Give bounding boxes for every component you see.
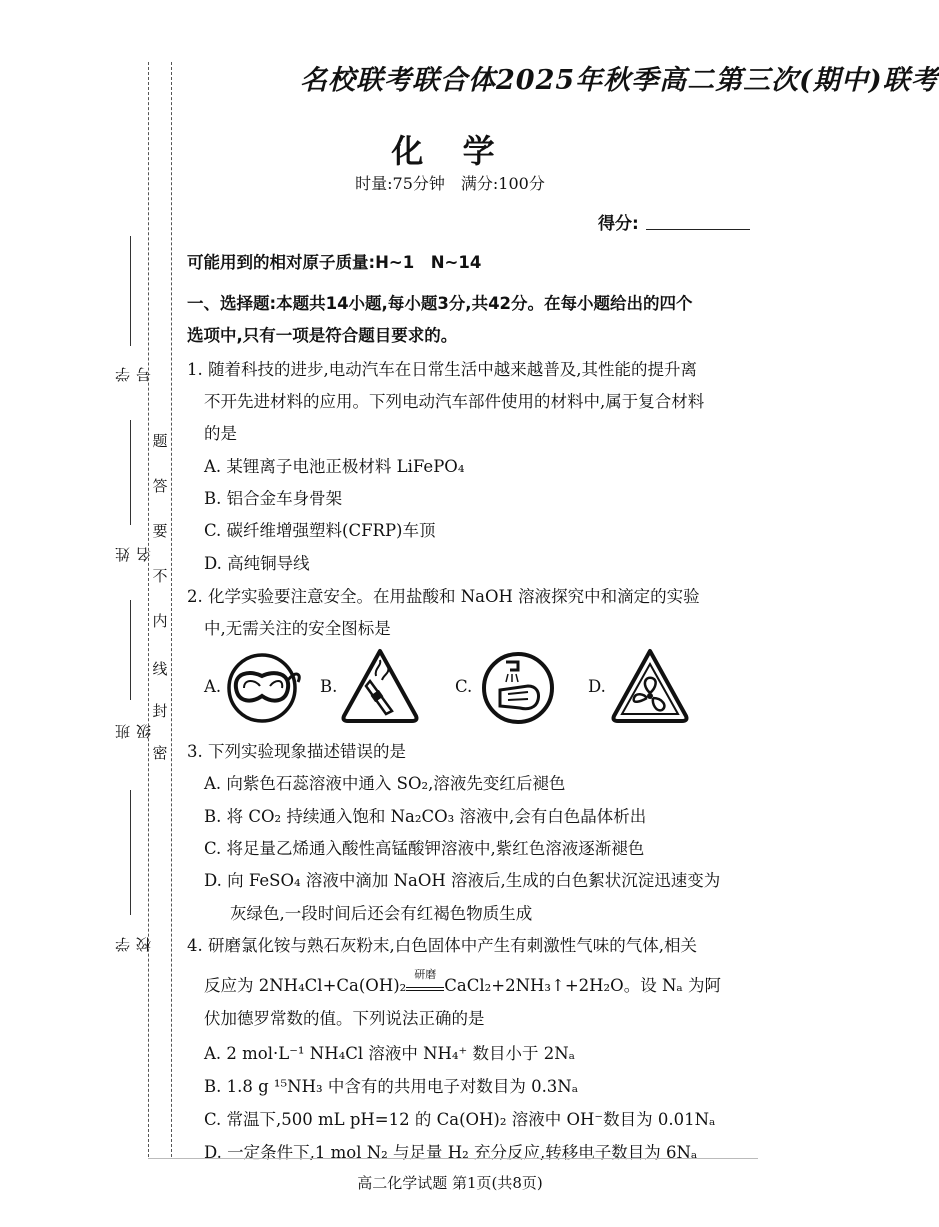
name-label: 姓 名 [114, 532, 153, 563]
q4-stem-1: 4. 研磨氯化铵与熟石灰粉末,白色固体中产生有刺激性气味的气体,相关 [187, 936, 697, 955]
q4-option-a[interactable]: A. 2 mol·L⁻¹ NH₄Cl 溶液中 NH₄⁺ 数目小于 2Nₐ [204, 1044, 576, 1063]
name-blank[interactable] [130, 420, 131, 525]
glassware-icon[interactable] [340, 646, 420, 726]
fan-icon[interactable] [610, 646, 690, 726]
q3-stem: 3. 下列实验现象描述错误的是 [187, 742, 406, 761]
section-heading-2: 选项中,只有一项是符合题目要求的。 [187, 326, 458, 345]
exam-title: 名校联考联合体2025年秋季高二第三次(期中)联考 [300, 65, 939, 96]
q3-option-d-2: 灰绿色,一段时间后还会有红褐色物质生成 [230, 904, 533, 923]
score-label: 得分: [598, 214, 639, 234]
school-label: 学 校 [114, 922, 153, 953]
q2-option-c-label[interactable]: C. [455, 677, 473, 696]
equals-sign-icon [406, 987, 444, 991]
student-id-blank[interactable] [130, 236, 131, 346]
seal-char: 密 [152, 744, 168, 762]
q1-option-b[interactable]: B. 铝合金车身骨架 [204, 489, 343, 508]
seal-char: 不 [152, 567, 168, 585]
atomic-mass-info: 可能用到的相对原子质量:H~1 N~14 [187, 253, 482, 272]
q3-option-b[interactable]: B. 将 CO₂ 持续通入饱和 Na₂CO₃ 溶液中,会有白色晶体析出 [204, 807, 647, 826]
q1-stem-2: 不开先进材料的应用。下列电动汽车部件使用的材料中,属于复合材料 [204, 392, 705, 411]
q4-option-b[interactable]: B. 1.8 g ¹⁵NH₃ 中含有的共用电子对数目为 0.3Nₐ [204, 1077, 579, 1096]
q3-option-d-1[interactable]: D. 向 FeSO₄ 溶液中滴加 NaOH 溶液后,生成的白色絮状沉淀迅速变为 [204, 871, 721, 890]
seal-char: 封 [152, 702, 168, 720]
q1-stem-3: 的是 [204, 424, 237, 443]
q2-stem-1: 2. 化学实验要注意安全。在用盐酸和 NaOH 溶液探究中和滴定的实验 [187, 587, 700, 606]
q1-option-a[interactable]: A. 某锂离子电池正极材料 LiFePO₄ [204, 457, 465, 476]
subject-title: 化 学 [391, 132, 509, 170]
seal-char: 答 [152, 477, 168, 495]
score-blank[interactable] [646, 229, 750, 230]
q4-stem-3: 伏加德罗常数的值。下列说法正确的是 [204, 1009, 485, 1028]
q4-option-d[interactable]: D. 一定条件下,1 mol N₂ 与足量 H₂ 充分反应,转移电子数目为 6Nₐ [204, 1143, 698, 1162]
q2-option-a-label[interactable]: A. [204, 677, 222, 696]
time-info: 时量:75分钟 满分:100分 [355, 174, 545, 193]
binding-line-inner [171, 62, 172, 1157]
student-id-label: 学 号 [114, 352, 153, 383]
q3-option-a[interactable]: A. 向紫色石蕊溶液中通入 SO₂,溶液先变红后褪色 [204, 774, 566, 793]
reaction-arrow [406, 968, 444, 991]
binding-line-outer [148, 62, 149, 1157]
q4-option-c[interactable]: C. 常温下,500 mL pH=12 的 Ca(OH)₂ 溶液中 OH⁻数目为 0.01Nₐ [204, 1110, 716, 1129]
goggles-icon[interactable] [224, 648, 304, 728]
q1-option-d[interactable]: D. 高纯铜导线 [204, 554, 310, 573]
seal-char: 线 [152, 660, 168, 678]
seal-char: 要 [152, 522, 168, 540]
class-label: 班 级 [114, 709, 153, 740]
class-blank[interactable] [130, 600, 131, 700]
arrow-label: 研磨 [414, 968, 437, 981]
q1-stem-1: 1. 随着科技的进步,电动汽车在日常生活中越来越普及,其性能的提升离 [187, 360, 697, 379]
q1-option-c[interactable]: C. 碳纤维增强塑料(CFRP)车顶 [204, 521, 436, 540]
footer-divider [148, 1158, 758, 1159]
section-heading-1: 一、选择题:本题共14小题,每小题3分,共42分。在每小题给出的四个 [187, 294, 693, 313]
q3-option-c[interactable]: C. 将足量乙烯通入酸性高锰酸钾溶液中,紫红色溶液逐渐褪色 [204, 839, 645, 858]
hand-wash-icon[interactable] [478, 648, 558, 728]
school-blank[interactable] [130, 790, 131, 915]
q2-option-d-label[interactable]: D. [588, 677, 606, 696]
q4-stem-2 [204, 968, 721, 996]
q2-stem-2: 中,无需关注的安全图标是 [204, 619, 391, 638]
q4-equation-products: CaCl₂+2NH₃↑+2H₂O。设 Nₐ 为阿 [444, 976, 721, 995]
q2-option-b-label[interactable]: B. [320, 677, 338, 696]
seal-char: 题 [152, 432, 168, 450]
q4-equation-reactants: 反应为 2NH₄Cl+Ca(OH)₂ [204, 976, 407, 995]
page-footer: 高二化学试题 第1页(共8页) [357, 1174, 543, 1192]
seal-char: 内 [152, 612, 168, 630]
